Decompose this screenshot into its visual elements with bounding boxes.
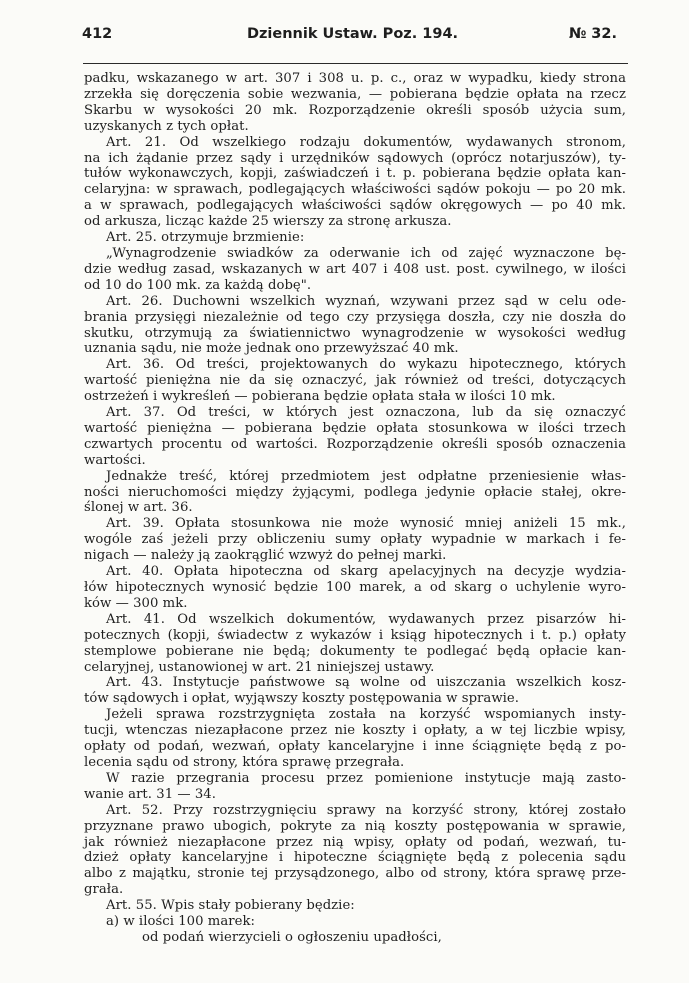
text-line: czwartych procentu od wartości. Rozporządzenie określi sposób oznaczenia: [84, 436, 626, 452]
article-37-line: Art. 37. Od treści, w których jest oznaczona, lub da się oznaczyć: [106, 405, 626, 421]
article-52-line: Art. 52. Przy rozstrzygnięciu sprawy na korzyść strony, której zostało: [106, 802, 626, 818]
text-line: zrzekła się doręczenia sobie wezwania, — pobierana będzie opłata na rzecz: [84, 86, 626, 102]
text-line: ków — 300 mk.: [84, 595, 188, 611]
text-line: tów sądowych i opłat, wyjąwszy koszty postępowania w sprawie.: [84, 691, 520, 707]
article-26-line: Art. 26. Duchowni wszelkich wyznań, wzywani przez sąd w celu ode-: [106, 293, 626, 309]
text-line: celaryjna: w sprawach, podlegających właściwości sądów pokoju — po 20 mk.: [84, 182, 626, 198]
document-body: [84, 71, 626, 946]
text-line: Jednakże treść, której przedmiotem jest odpłatne przeniesienie włas-: [106, 468, 626, 484]
text-line: jak również niezapłacone przez nią wpisy, opłaty od podań, wezwań, tu-: [84, 834, 626, 850]
text-line: opłaty od podań, wezwań, opłaty kancelaryjne i inne ściągnięte będą z po-: [84, 739, 626, 755]
text-line: tucji, wtenczas niezapłacone przez nie koszty i opłaty, a w tej liczbie wpisy,: [84, 723, 626, 739]
text-line: a w sprawach, podlegających właściwości sądów okręgowych — po 40 mk.: [84, 198, 626, 214]
text-line: lecenia sądu od strony, która sprawę przegrała.: [84, 754, 405, 770]
text-line: „Wynagrodzenie swiadków za oderwanie ich od zajęć wyznaczone bę-: [106, 245, 626, 261]
page-number: 412: [82, 26, 113, 42]
text-line: przyznane prawo ubogich, pokryte za nią koszty postępowania w sprawie,: [84, 818, 626, 834]
text-line: łów hipotecznych wynosić będzie 100 marek, a od skarg o uchylenie wyro-: [84, 580, 626, 595]
article-40-line: Art. 40. Opłata hipoteczna od skarg apelacyjnych na decyzje wydzia-: [106, 564, 626, 580]
list-item-a: a) w ilości 100 marek:: [106, 914, 255, 930]
text-line: brania przysięgi niezależnie od tego czy przysięga doszła, czy nie doszła do: [84, 309, 626, 325]
article-25-line: Art. 25. otrzymuje brzmienie:: [106, 230, 305, 246]
text-line: tułów wykonawczych, kopji, zaświadczeń i t. p. pobierana będzie opłata kan-: [84, 166, 626, 182]
header-divider: [83, 63, 628, 64]
text-line: nigach — należy ją zaokrąglić wzwyż do pełnej marki.: [84, 548, 447, 564]
article-36-line: Art. 36. Od treści, projektowanych do wykazu hipotecznego, których: [106, 357, 626, 373]
text-line: Jeżeli sprawa rozstrzygnięta została na korzyść wspomianych insty-: [106, 707, 626, 723]
text-line: stemplowe pobierane nie będą; dokumenty te podlegać będą opłacie kan-: [84, 643, 626, 659]
text-line: od 10 do 100 mk. za każdą dobę".: [84, 277, 312, 293]
text-line: dzie według zasad, wskazanych w art 407 i 408 ust. post. cywilnego, w ilości: [84, 261, 626, 277]
article-43-line: Art. 43. Instytucje państwowe są wolne od uiszczania wszelkich kosz-: [106, 675, 626, 691]
text-line: wartość pieniężna — pobierana będzie opłata stosunkowa w ilości trzech: [84, 420, 626, 436]
text-line: od arkusza, licząc każde 25 wierszy za stronę arkusza.: [84, 214, 452, 230]
text-line: padku, wskazanego w art. 307 i 308 u. p. c., oraz w wypadku, kiedy strona: [84, 71, 626, 86]
text-line: uzyskanych z tych opłat.: [84, 118, 249, 134]
text-line: Skarbu w wysokości 20 mk. Rozporządzenie określi sposób użycia sum,: [84, 102, 626, 118]
text-line: W razie przegrania procesu przez pomienione instytucje mają zasto-: [106, 770, 626, 786]
text-line: wartość pieniężna nie da się oznaczyć, jak również od treści, dotyczących: [84, 373, 626, 389]
text-line: grała.: [84, 882, 124, 898]
page-header: [80, 26, 625, 48]
issue-number: № 32.: [568, 26, 617, 42]
article-41-line: Art. 41. Od wszelkich dokumentów, wydawanych przez pisarzów hi-: [106, 611, 626, 627]
text-line: wartości.: [84, 452, 146, 468]
article-55-line: Art. 55. Wpis stały pobierany będzie:: [106, 898, 355, 914]
text-line: ostrzeżeń i wykreśleń — pobierana będzie opłata stała w ilości 10 mk.: [84, 389, 556, 405]
text-line: ności nieruchomości między żyjącymi, podlega jedynie opłacie stałej, okre-: [84, 484, 626, 500]
text-line: albo z majątku, stronie tej przysądzonego, albo od strony, która sprawę prze-: [84, 866, 626, 882]
text-line: ślonej w art. 36.: [84, 500, 193, 516]
article-21-line: Art. 21. Od wszelkiego rodzaju dokumentów, wydawanych stronom,: [106, 134, 626, 150]
text-line: wogóle zaś jeżeli przy obliczeniu sumy opłaty wypadnie w markach i fe-: [84, 532, 626, 548]
journal-title: Dziennik Ustaw. Poz. 194.: [246, 26, 459, 42]
text-line: wanie art. 31 — 34.: [84, 786, 216, 802]
text-line: na ich żądanie przez sądy i urzędników sądowych (oprócz notarjuszów), ty-: [84, 150, 626, 166]
text-line: dzież opłaty kancelaryjne i hipoteczne ściągnięte będą z polecenia sądu: [84, 850, 626, 866]
text-line: uznania sądu, nie może jednak ono przewyższać 40 mk.: [84, 341, 459, 357]
text-line: skutku, otrzymują za światiennictwo wynagrodzenie w wysokości według: [84, 325, 626, 341]
text-line: potecznych (kopji, świadectw z wykazów i ksiąg hipotecznych i t. p.) opłaty: [84, 627, 626, 643]
article-39-line: Art. 39. Opłata stosunkowa nie może wynosić mniej aniżeli 15 mk.,: [106, 516, 626, 532]
text-line: od podań wierzycieli o ogłoszeniu upadłości,: [142, 929, 442, 945]
text-line: celaryjnej, ustanowionej w art. 21 niniejszej ustawy.: [84, 659, 435, 675]
